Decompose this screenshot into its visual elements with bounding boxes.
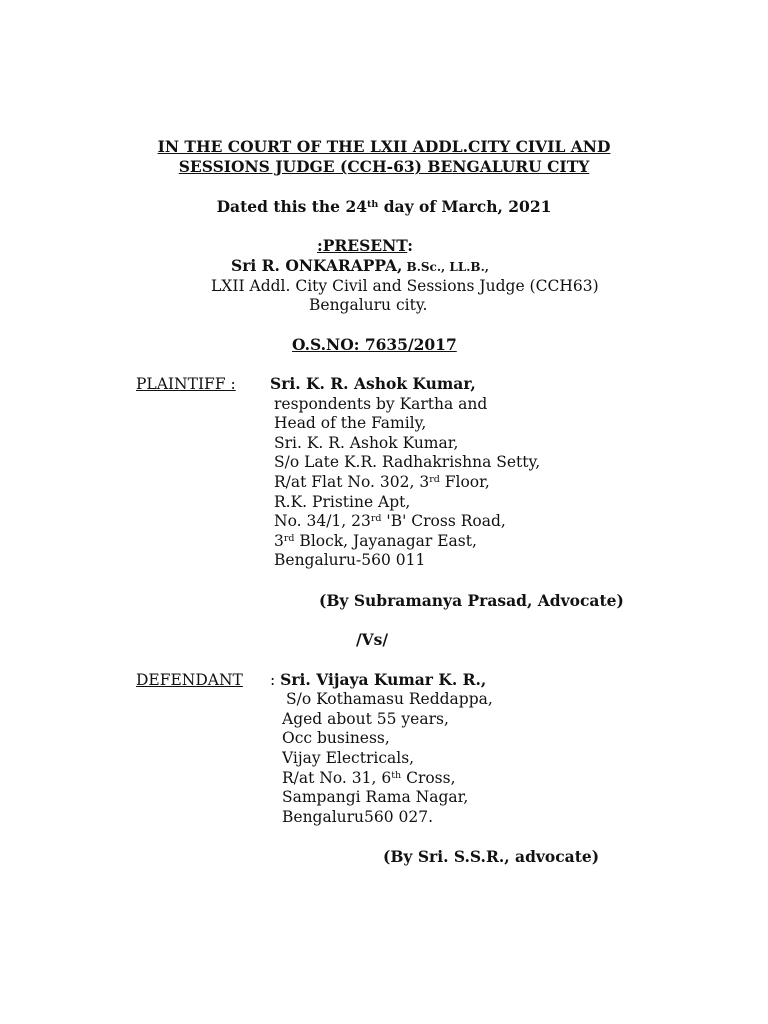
defendant-name: Sri. Vijaya Kumar K. R., bbox=[280, 670, 487, 689]
plaintiff-flat-suffix: Floor, bbox=[439, 473, 490, 491]
dated-day-suffix: th bbox=[367, 199, 379, 210]
plaintiff-pin-line: Bengaluru-560 011 bbox=[274, 551, 426, 569]
plaintiff-name: Sri. K. R. Ashok Kumar, bbox=[270, 374, 476, 393]
plaintiff-address-line: S/o Late K.R. Radhakrishna Setty, bbox=[274, 453, 541, 471]
plaintiff-apt-line: R.K. Pristine Apt, bbox=[274, 493, 411, 511]
court-heading-line-1: IN THE COURT OF THE LXII ADDL.CITY CIVIL AND bbox=[157, 137, 611, 156]
dated-line bbox=[0, 197, 768, 217]
plaintiff-flat-sup: rd bbox=[429, 474, 440, 485]
plaintiff-block-prefix: 3 bbox=[274, 532, 284, 550]
defendant-cross-sup: th bbox=[391, 770, 402, 781]
judge-designation: LXII Addl. City Civil and Sessions Judge (CCH63) bbox=[211, 277, 599, 295]
judge-city: Bengaluru city. bbox=[309, 296, 428, 314]
plaintiff-label: PLAINTIFF : bbox=[136, 375, 236, 393]
defendant-cross-suffix: Cross, bbox=[401, 769, 456, 787]
present-colon: : bbox=[407, 236, 413, 255]
defendant-area-line: Sampangi Rama Nagar, bbox=[282, 788, 469, 806]
defendant-address-line: Vijay Electricals, bbox=[282, 749, 415, 767]
defendant-label: DEFENDANT bbox=[136, 671, 243, 689]
judge-name-line bbox=[231, 256, 489, 277]
plaintiff-address-line: respondents by Kartha and bbox=[274, 395, 488, 413]
case-number: O.S.NO: 7635/2017 bbox=[292, 335, 457, 354]
plaintiff-flat-prefix: R/at Flat No. 302, 3 bbox=[274, 473, 430, 491]
versus: /Vs/ bbox=[356, 630, 389, 649]
defendant-cross-line bbox=[282, 768, 456, 788]
judge-qualification: B.Sc., LL.B., bbox=[402, 260, 489, 274]
judge-name: Sri R. ONKARAPPA, bbox=[231, 256, 403, 275]
present-label: :PRESENT bbox=[317, 236, 408, 255]
plaintiff-road-sup: rd bbox=[370, 513, 382, 524]
defendant-address-line: Aged about 55 years, bbox=[282, 710, 449, 728]
present-heading bbox=[317, 236, 413, 256]
dated-suffix: day of March, 2021 bbox=[378, 197, 552, 216]
defendant-address-line: Occ business, bbox=[282, 729, 390, 747]
plaintiff-counsel: (By Subramanya Prasad, Advocate) bbox=[319, 591, 624, 610]
defendant-counsel: (By Sri. S.S.R., advocate) bbox=[383, 847, 600, 866]
plaintiff-road-line bbox=[274, 511, 506, 531]
court-heading-line-2: SESSIONS JUDGE (CCH-63) BENGALURU CITY bbox=[178, 157, 590, 176]
defendant-pin-line: Bengaluru560 027. bbox=[282, 808, 434, 826]
plaintiff-block-suffix: Block, Jayanagar East, bbox=[294, 532, 477, 550]
plaintiff-block-line bbox=[274, 531, 477, 551]
plaintiff-road-prefix: No. 34/1, 23 bbox=[274, 512, 371, 530]
plaintiff-address-line: Head of the Family, bbox=[274, 414, 427, 432]
defendant-colon: : bbox=[270, 671, 281, 689]
plaintiff-address-line: Sri. K. R. Ashok Kumar, bbox=[274, 434, 459, 452]
plaintiff-block-sup: rd bbox=[283, 533, 295, 544]
plaintiff-flat-line bbox=[274, 472, 490, 492]
defendant-name-line bbox=[270, 670, 486, 690]
dated-prefix: Dated this the 24 bbox=[216, 197, 368, 216]
defendant-cross-prefix: R/at No. 31, 6 bbox=[282, 769, 392, 787]
plaintiff-road-suffix: 'B' Cross Road, bbox=[381, 512, 506, 530]
defendant-address-line: S/o Kothamasu Reddappa, bbox=[286, 690, 493, 708]
